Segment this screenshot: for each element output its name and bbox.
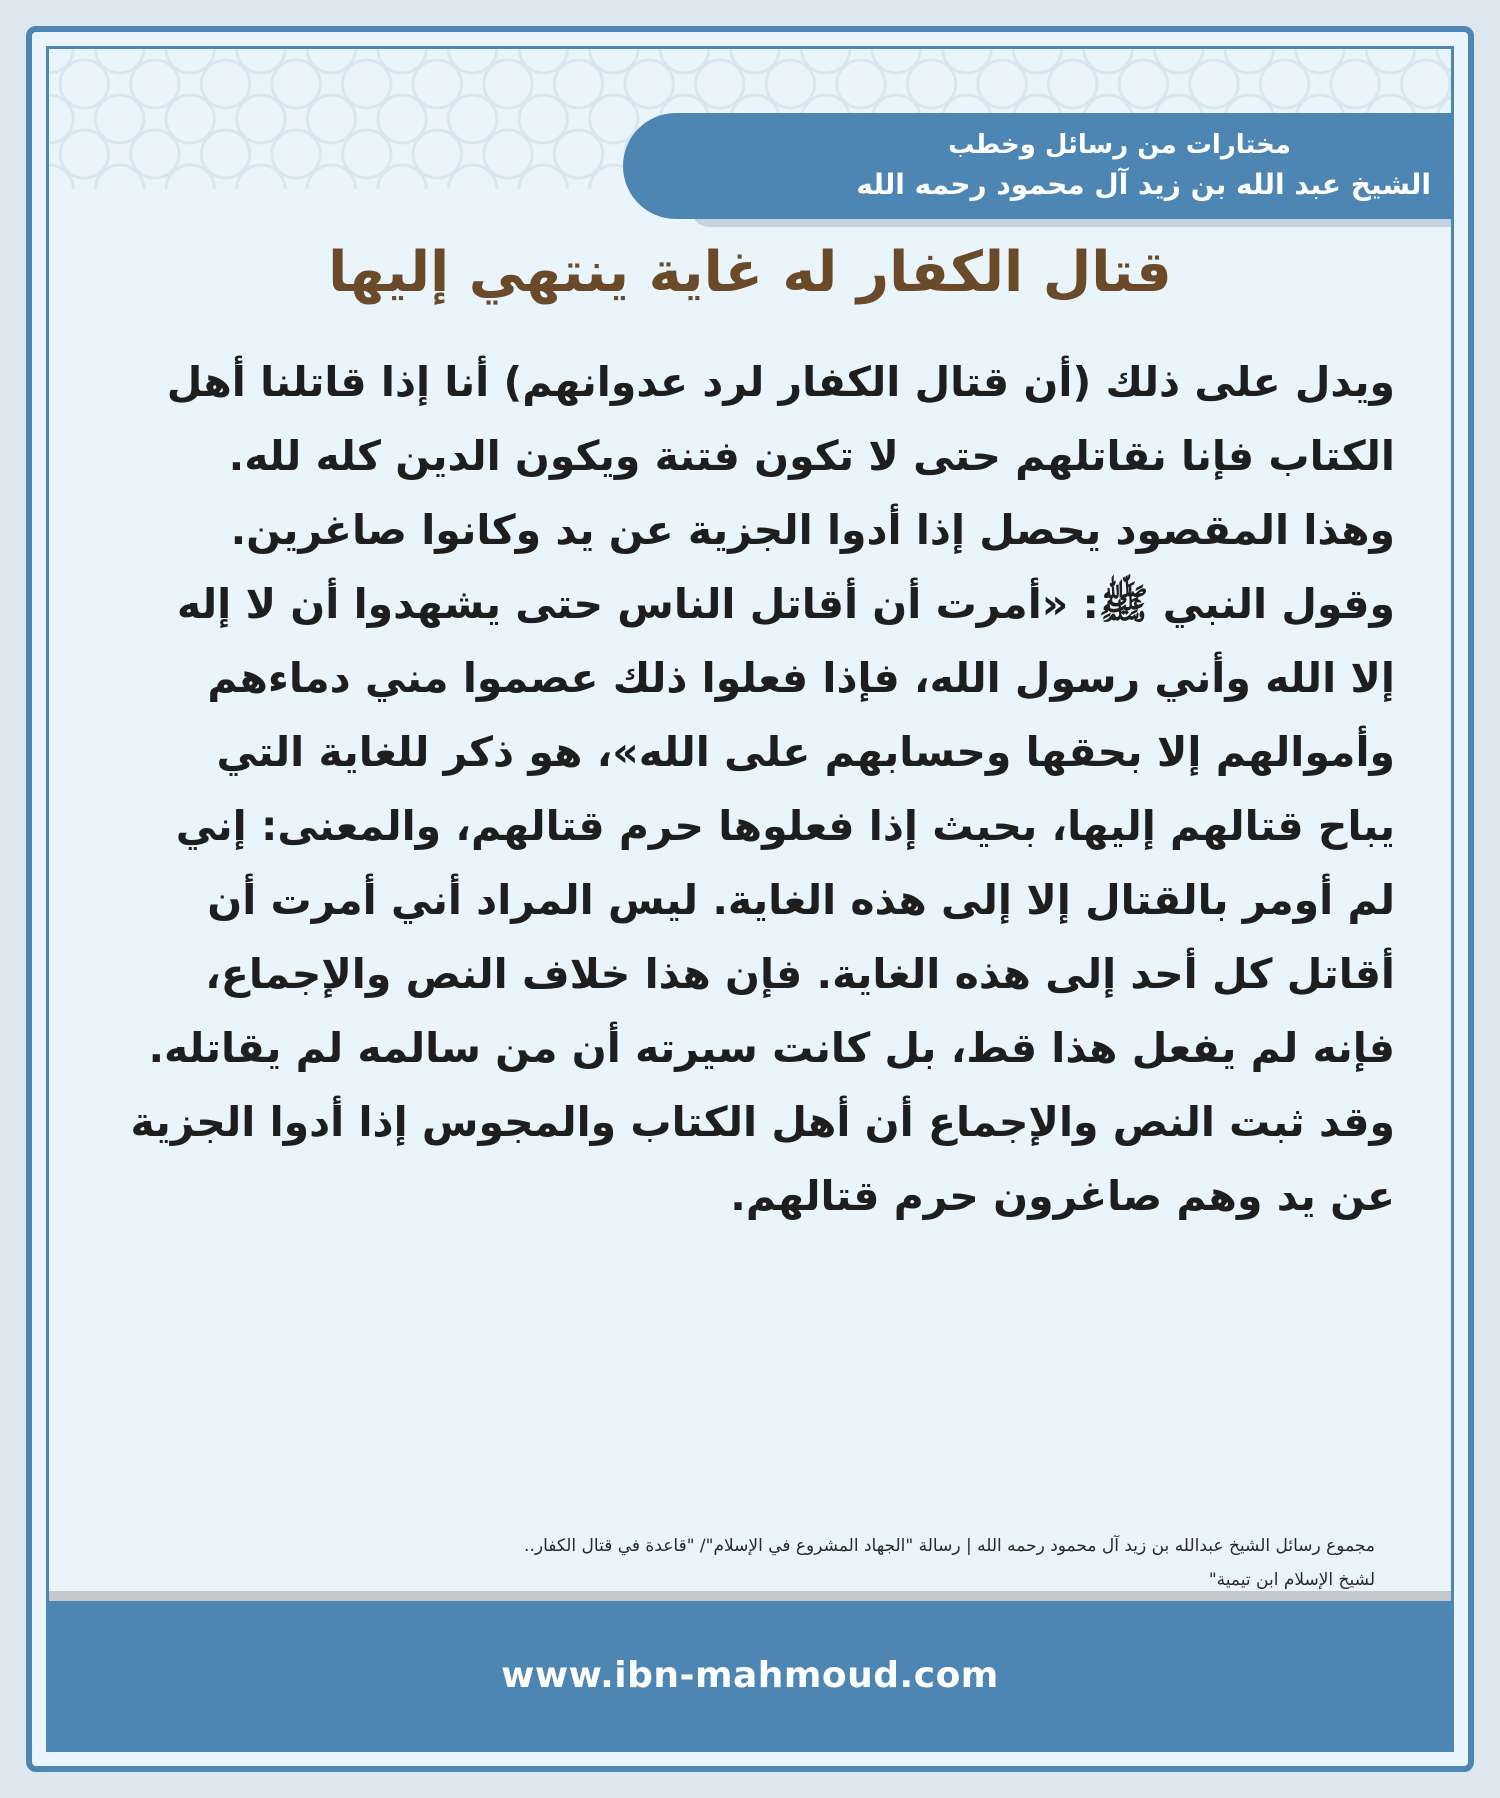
citation-line-2: لشيخ الإسلام ابن تيمية" (1208, 1570, 1375, 1590)
series-title: مختارات من رسائل وخطب (948, 130, 1291, 160)
website-link[interactable]: www.ibn-mahmoud.com (501, 1654, 999, 1696)
author-name: الشيخ عبد الله بن زيد آل محمود رحمه الله (856, 168, 1431, 201)
series-header (623, 113, 1451, 219)
source-citation (129, 1529, 1375, 1597)
inner-frame (46, 46, 1454, 1752)
footer-shadow (49, 1591, 1451, 1601)
body-paragraph-2: وقد ثبت النص والإجماع أن أهل الكتاب والمجوس إذا أدوا الجزية عن يد وهم صاغرون حرم قتالهم. (130, 1098, 1395, 1220)
article-title: قتال الكفار له غاية ينتهي إليها (328, 240, 1172, 305)
body-paragraph-1: ويدل على ذلك (أن قتال الكفار لرد عدوانهم) أنا إذا قاتلنا أهل الكتاب فإنا نقاتلهم حتى لا تكون فتنة ويكون الدين كله لله. وهذا المقصود يحصل إذا أدوا الجزية عن يد وكانوا صاغرين. وقول النبي ﷺ: «أمرت أن أقاتل الناس حتى يشهدوا أن لا إله إلا الله وأني رسول الله، فإذا فعلوا ذلك عصموا مني دماءهم وأموالهم إلا بحقها وحسابهم على الله»، هو ذكر للغاية التي يباح قتالهم إليها، بحيث إذا فعلوها حرم قتالهم، والمعنى: إني لم أومر بالقتال إلا إلى هذه الغاية. ليس المراد أني أمرت أن أقاتل كل أحد إلى هذه الغاية. فإن هذا خلاف النص والإجماع، فإنه لم يفعل هذا قط، بل كانت سيرته أن من سالمه لم يقاتله. (148, 358, 1395, 1072)
article-body (129, 345, 1395, 1233)
outer-frame (26, 26, 1474, 1772)
footer-band (49, 1601, 1451, 1749)
citation-line-1: مجموع رسائل الشيخ عبدالله بن زيد آل محمود رحمه الله | رسالة "الجهاد المشروع في الإسلام"/ "قاعدة في قتال الكفار.. (524, 1536, 1375, 1556)
